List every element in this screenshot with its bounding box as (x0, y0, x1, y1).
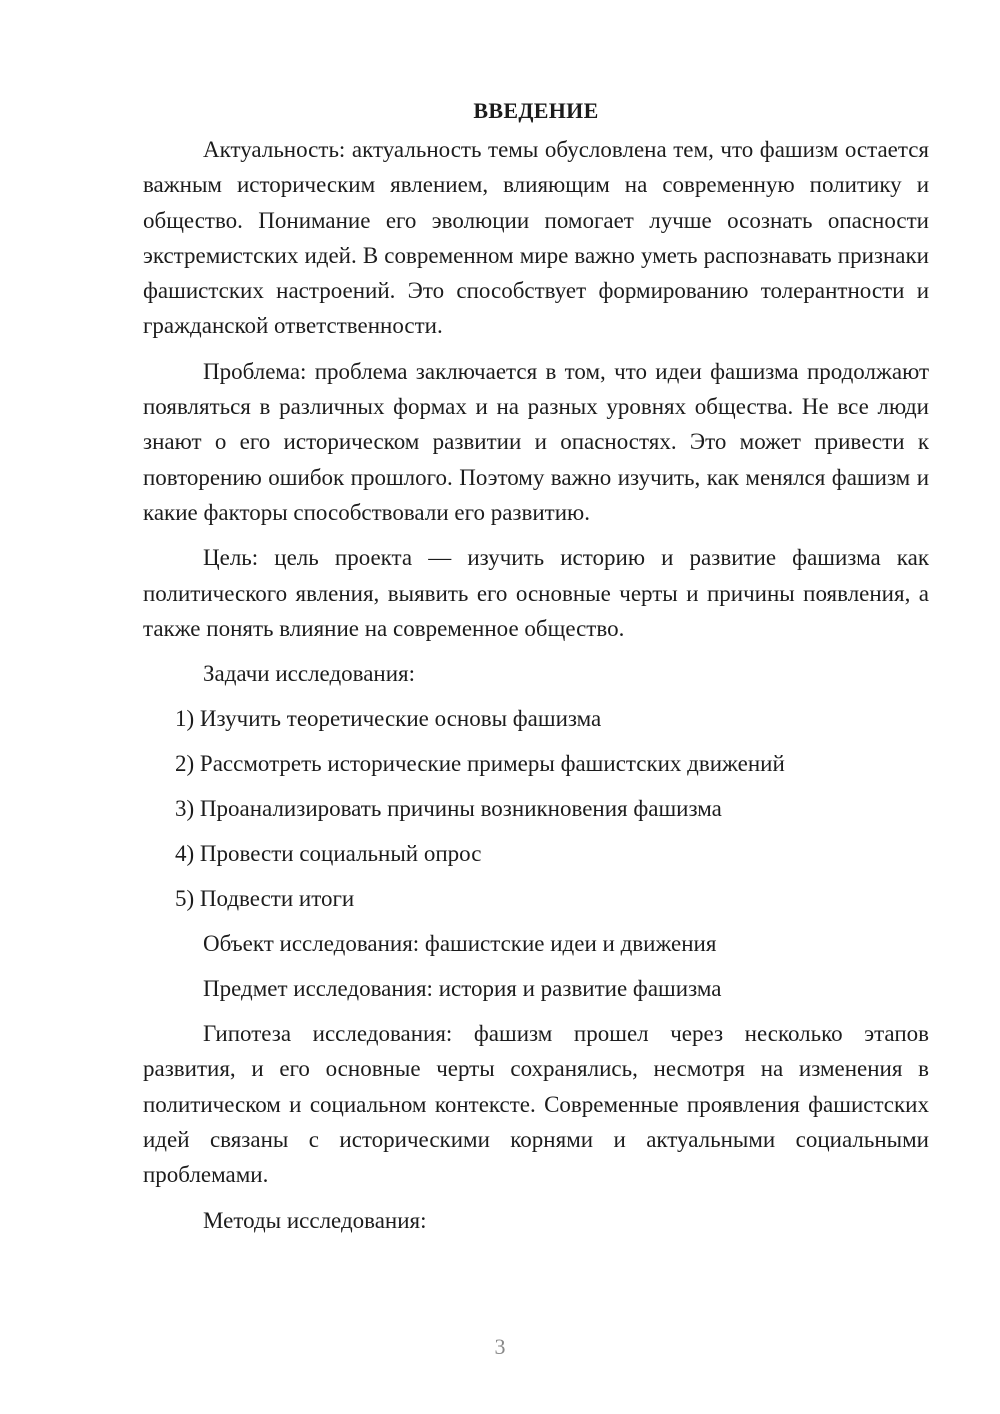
section-heading: ВВЕДЕНИЕ (473, 98, 599, 123)
goal-paragraph: Цель: цель проекта — изучить историю и развитие фашизма как политического явления, выявить его основные черты и причины появления, а также понять влияние на современное общество. (143, 545, 929, 641)
research-object: Объект исследования: фашистские идеи и движения (203, 931, 717, 957)
task-item: 4) Провести социальный опрос (175, 841, 482, 867)
methods-title: Методы исследования: (203, 1207, 427, 1233)
task-item: 1) Изучить теоретические основы фашизма (175, 706, 602, 732)
research-subject: Предмет исследования: история и развитие фашизма (203, 976, 722, 1002)
task-item: 5) Подвести итоги (175, 886, 355, 912)
hypothesis-paragraph: Гипотеза исследования: фашизм прошел через несколько этапов развития, и его основные черты сохранялись, несмотря на изменения в политическом и социальном контексте. Современные проявления фашистских идей связаны с историческими корнями и актуальными социальными проблемами. (143, 1021, 929, 1188)
relevance-paragraph: Актуальность: актуальность темы обусловлена тем, что фашизм остается важным историческим явлением, влияющим на современную политику и общество. Понимание его эволюции помогает лучше осознать опасности экстремистских идей. В современном мире важно уметь распознавать признаки фашистских настроений. Это способствует формированию толерантности и гражданской ответственности. (143, 137, 929, 339)
page-number: 3 (494, 1334, 506, 1359)
document-page (143, 96, 929, 1248)
task-item: 2) Рассмотреть исторические примеры фашистских движений (175, 751, 785, 777)
problem-paragraph: Проблема: проблема заключается в том, что идеи фашизма продолжают появляться в различных формах и на разных уровнях общества. Не все люди знают о его историческом развитии и опасностях. Это может привести к повторению ошибок прошлого. Поэтому важно изучить, как менялся фашизм и какие факторы способствовали его развитию. (143, 358, 929, 525)
task-item: 3) Проанализировать причины возникновения фашизма (175, 796, 722, 822)
tasks-title: Задачи исследования: (203, 661, 416, 687)
